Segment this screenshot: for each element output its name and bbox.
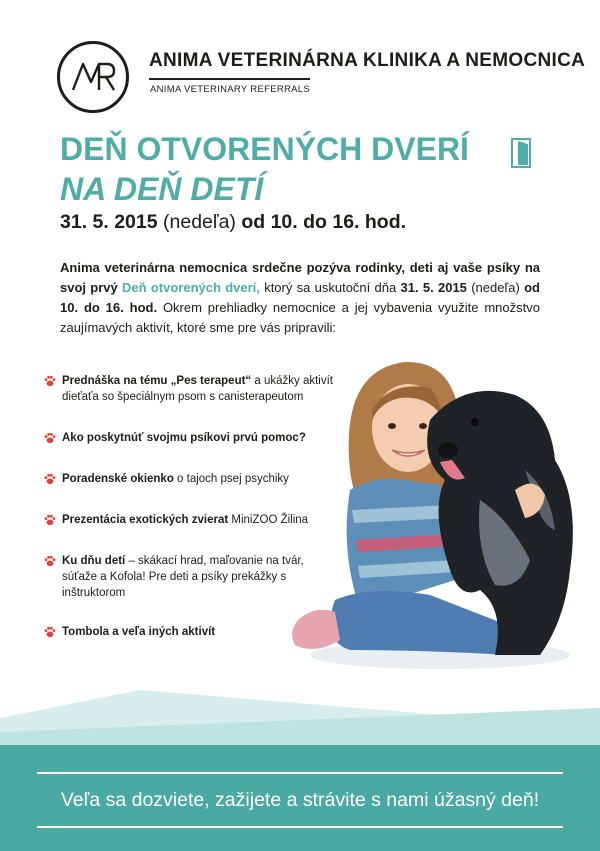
paw-icon (44, 432, 56, 444)
clinic-subtitle: ANIMA VETERINARY REFERRALS (150, 84, 311, 95)
intro-lead: Anima veterinárna nemocnica srdečne pozýva rodinky, deti aj vaše psíky na svoj prvý (60, 260, 540, 295)
activity-item (44, 553, 334, 601)
event-date-value: 31. 5. 2015 (60, 211, 158, 233)
door-icon (511, 138, 531, 168)
clinic-name: ANIMA VETERINÁRNA KLINIKA A NEMOCNICA (149, 50, 586, 71)
title-line-1: DEŇ OTVORENÝCH DVERÍ (60, 131, 469, 167)
intro-date: 31. 5. 2015 (400, 280, 467, 295)
intro-time: od 10. do 16. hod. (60, 280, 540, 315)
activity-detail: o tajoch psej psychiky (173, 473, 289, 485)
activity-detail: – skákací hrad, maľovanie na tvár, súťaže a Kofola! Pre deti a psíky prekážky s inštruktorom (62, 555, 304, 599)
title-line-2: NA DEŇ DETÍ (60, 171, 264, 207)
event-date (60, 211, 406, 234)
activity-item (44, 373, 344, 405)
activity-item (44, 512, 344, 528)
paw-icon (44, 473, 56, 485)
activity-detail: MiniZOO Žilina (228, 514, 309, 526)
paw-icon (44, 626, 56, 638)
activity-title: Poradenské okienko (62, 473, 174, 485)
activity-detail: a ukážky aktivít dieťaťa so špeciálnym psom s canisterapeutom (62, 375, 333, 403)
activity-title: Tombola a veľa iných aktivít (62, 626, 216, 638)
activity-item (44, 430, 344, 446)
intro-day: (nedeľa) (471, 280, 520, 295)
footer-bottom-rule (37, 826, 563, 828)
intro-text-2: ktorý sa uskutoční dňa (264, 280, 397, 295)
activity-item (44, 624, 344, 640)
logo-mark-icon (69, 58, 119, 98)
paw-icon (44, 375, 56, 387)
paw-icon (44, 555, 56, 567)
activity-title: Ku dňu detí (62, 555, 126, 567)
event-time: od 10. do 16. hod. (241, 211, 407, 233)
footer-slogan: Veľa sa dozviete, zažijete a strávite s nami úžasný deň! (60, 789, 540, 811)
clinic-divider (149, 78, 310, 80)
intro-text-3: Okrem prehliadky nemocnice a jej vybavenia využite množstvo zaujímavých aktivít, ktoré sme pre vás pripravili: (60, 300, 540, 335)
activity-title: Prednáška na tému „Pes terapeut“ (62, 375, 252, 387)
activity-title: Prezentácia exotických zvierat (62, 514, 229, 526)
intro-highlight: Deň otvorených dverí, (122, 280, 260, 295)
activity-title: Ako poskytnúť svojmu psíkovi prvú pomoc? (62, 432, 306, 444)
decorative-wave (0, 690, 600, 750)
paw-icon (44, 514, 56, 526)
logo (57, 41, 129, 113)
event-day: (nedeľa) (163, 211, 236, 233)
intro-paragraph (60, 258, 540, 338)
activity-item (44, 471, 344, 487)
footer-top-rule (37, 772, 563, 774)
